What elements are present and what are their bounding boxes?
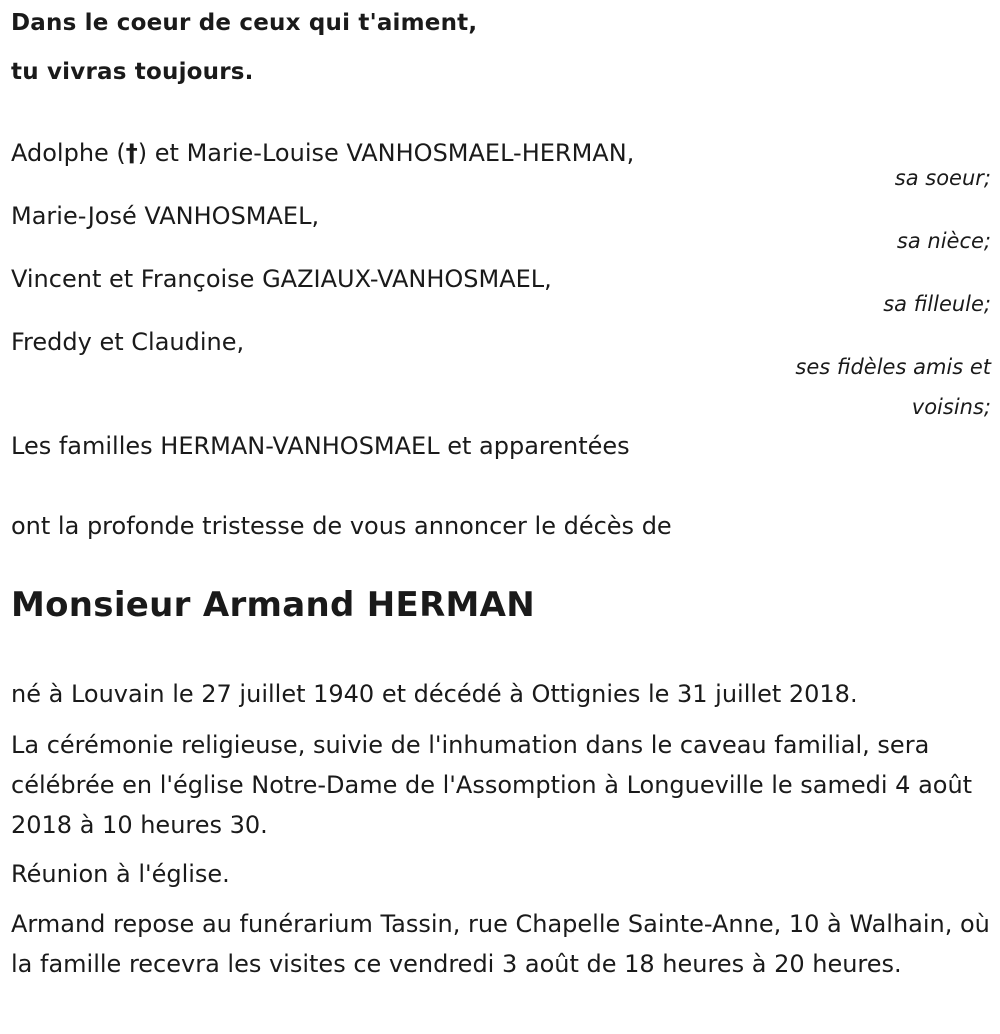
obituary-notice [11, 0, 991, 1034]
birth-death-line: né à Louvain le 27 juillet 1940 et décédé à Ottignies le 31 juillet 2018. [11, 680, 858, 708]
family-member-2-relation: sa nièce; [896, 229, 991, 253]
funerarium-paragraph: Armand repose au funérarium Tassin, rue Chapelle Sainte-Anne, 10 à Walhain, où la famille recevra les visites ce vendredi 3 août de 18 heures à 20 heures. [11, 910, 990, 978]
family-member-4-relation: ses fidèles amis et voisins; [795, 355, 991, 419]
family-member-3-name: Vincent et Françoise GAZIAUX-VANHOSMAEL, [11, 265, 552, 293]
cross-icon: † [125, 139, 138, 167]
ceremony-paragraph: La cérémonie religieuse, suivie de l'inhumation dans le caveau familial, sera célébrée en l'église Notre-Dame de l'Assomption à Longueville le samedi 4 août 2018 à 10 heures 30. [11, 731, 973, 839]
deceased-name: Monsieur Armand HERMAN [11, 585, 536, 625]
family-member-1 [11, 139, 634, 167]
family-member-1-relation: sa soeur; [894, 166, 991, 190]
family-member-1-name-before: Adolphe ( [11, 139, 126, 167]
families-line: Les familles HERMAN-VANHOSMAEL et apparentées [11, 432, 630, 460]
family-member-1-name-after: ) et Marie-Louise VANHOSMAEL-HERMAN, [137, 139, 635, 167]
epigraph-line-2: tu vivras toujours. [11, 59, 254, 85]
family-member-3-relation: sa filleule; [883, 292, 991, 316]
family-member-2-name: Marie-José VANHOSMAEL, [11, 202, 320, 230]
announcement-text: ont la profonde tristesse de vous annoncer le décès de [11, 512, 672, 540]
meeting-line: Réunion à l'église. [11, 860, 230, 888]
family-member-4-name: Freddy et Claudine, [11, 328, 245, 356]
epigraph-line-1: Dans le coeur de ceux qui t'aiment, [11, 10, 478, 36]
